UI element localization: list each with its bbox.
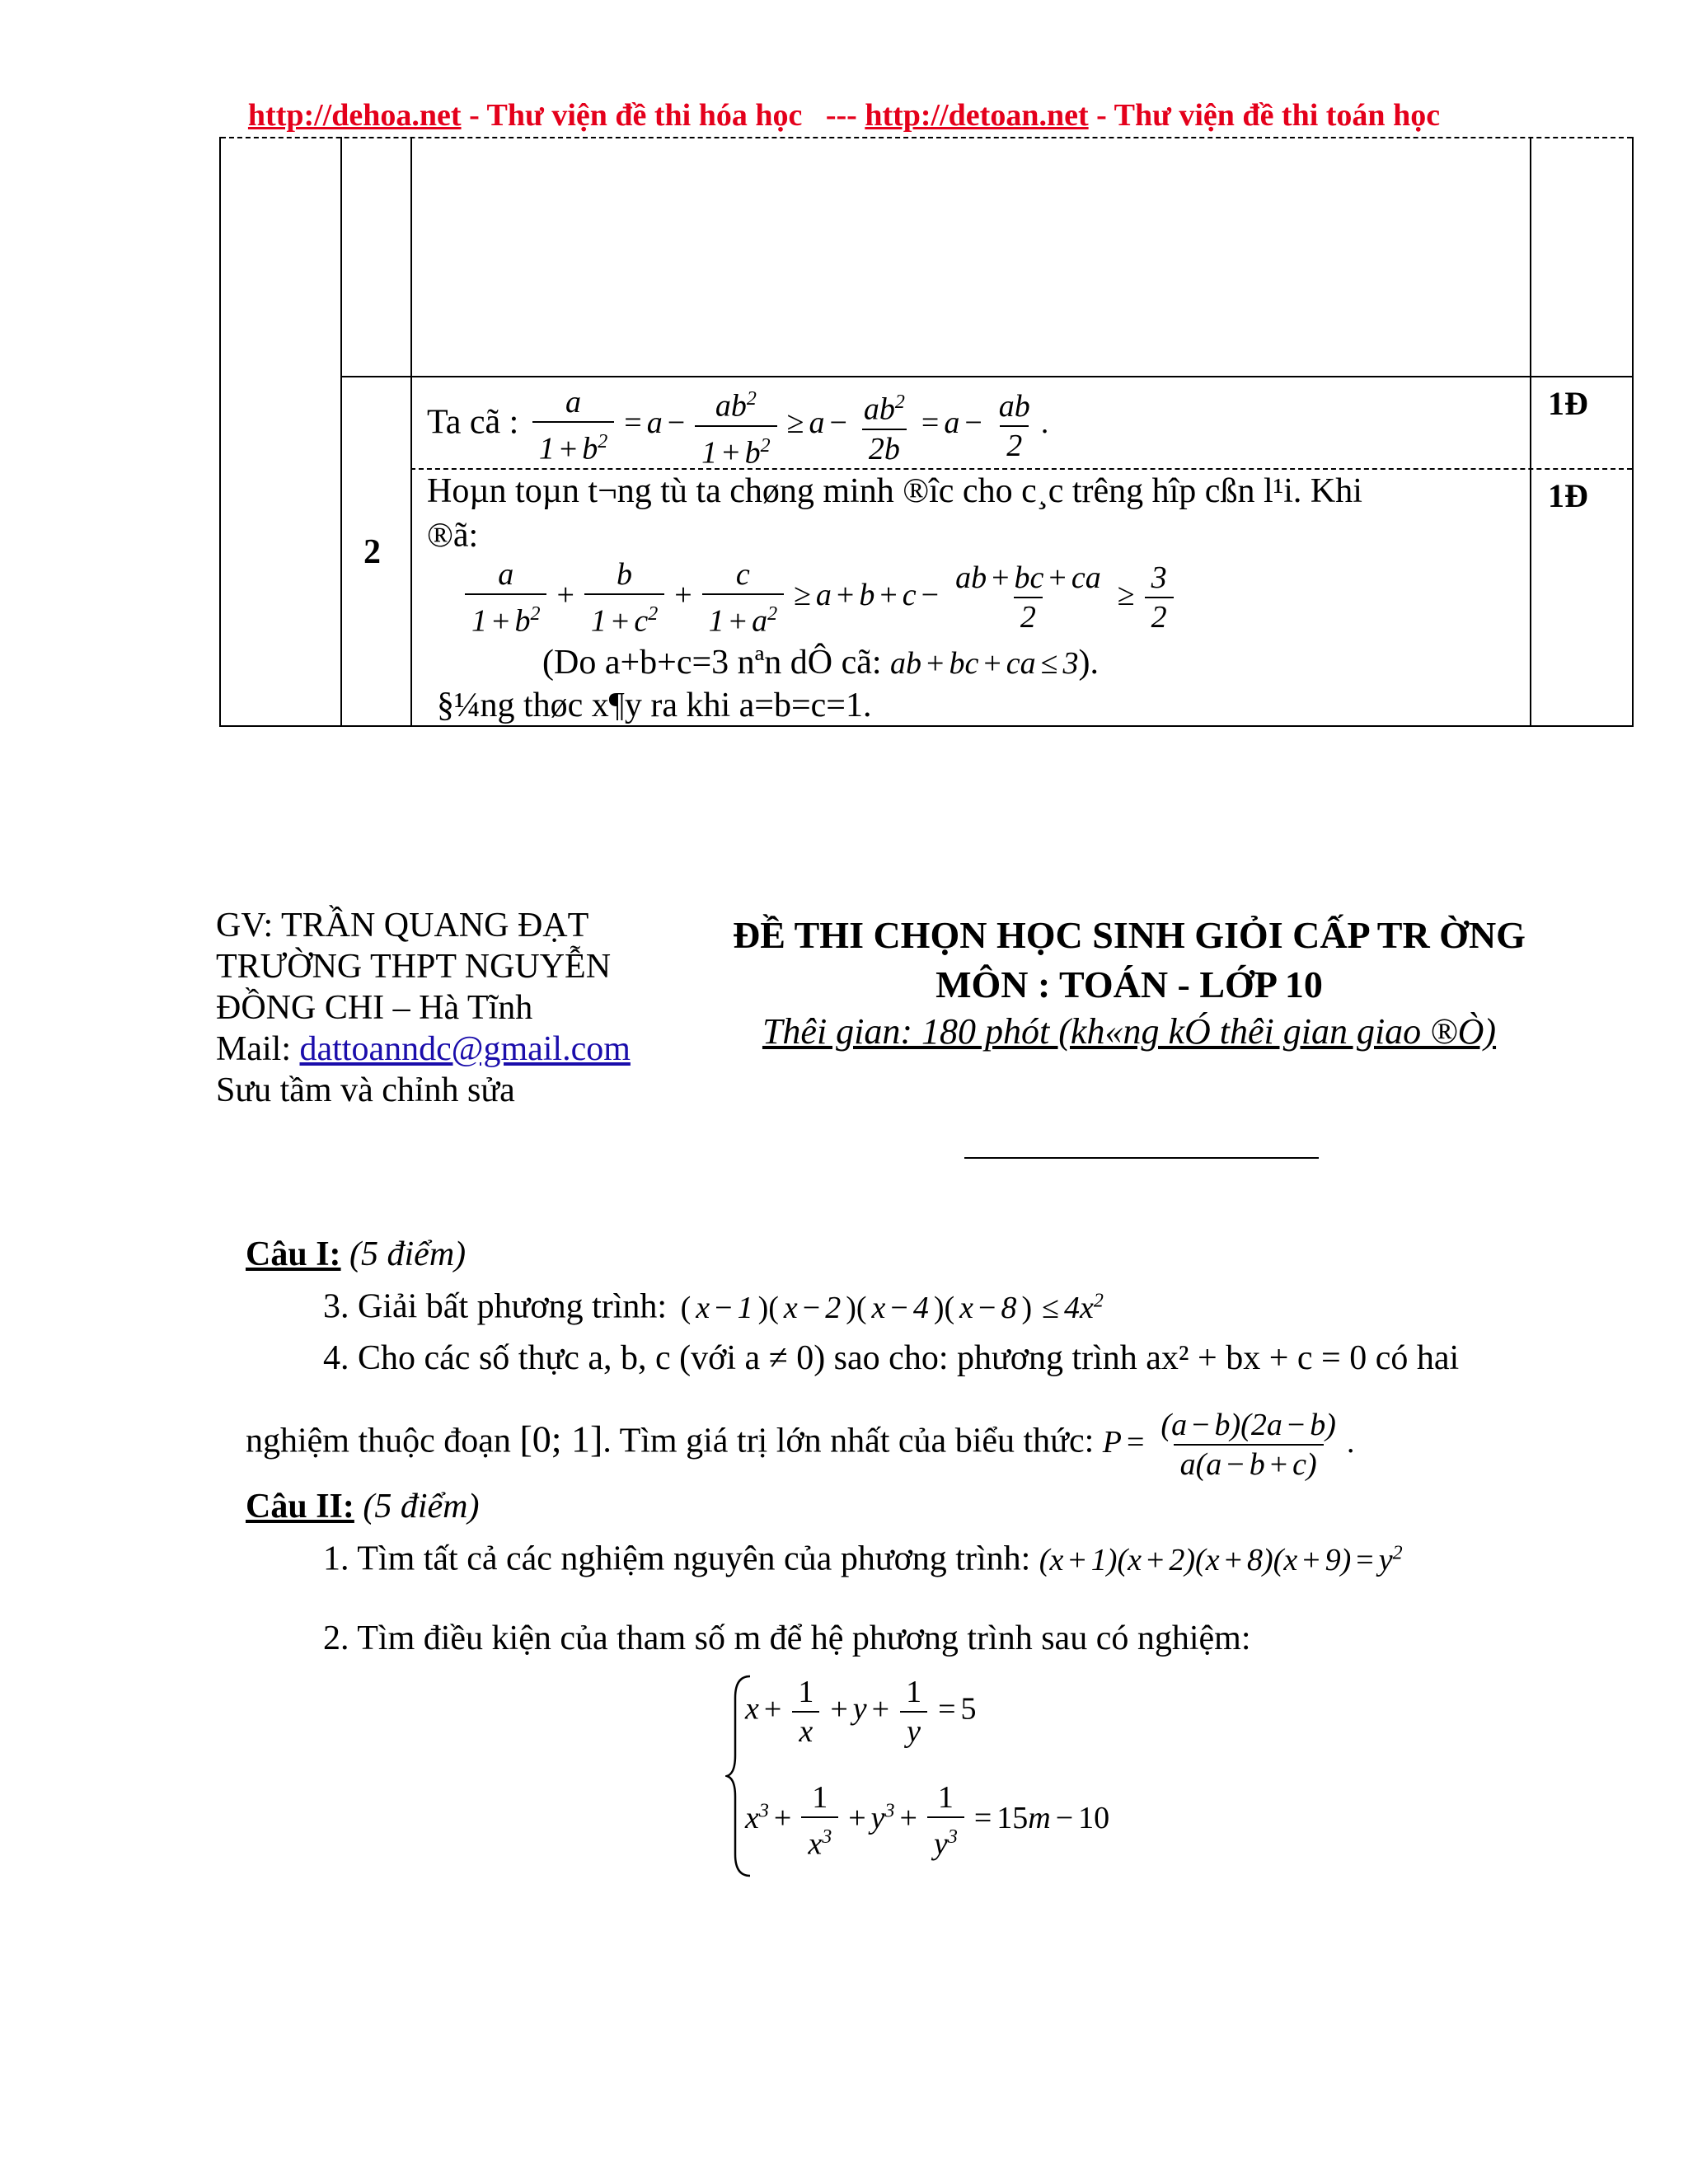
cau1-label: Câu I: (246, 1235, 341, 1273)
table-col-divider (410, 137, 412, 725)
cau1-item4-cont-text: nghiệm thuộc đoạn (246, 1422, 520, 1460)
row2-equality: §¼ng thøc x¶y ra khi a=b=c=1. (437, 687, 872, 724)
cau2-label: Câu II: (246, 1488, 354, 1526)
exam-subject: MÔN : TOÁN - LỚP 10 (935, 963, 1323, 1005)
cau1-item4: 4. Cho các số thực a, b, c (với a ≠ 0) sao cho: phương trình ax² + bx + c = 0 có hai (323, 1339, 1460, 1377)
row2-score: 1Đ (1548, 477, 1588, 514)
cau1-item4-cont2-text: . Tìm giá trị lớn nhất của biểu thức: (603, 1422, 1103, 1460)
cau2-item1 (323, 1531, 1403, 1582)
cau2-heading (246, 1487, 480, 1526)
header-link-dehoa-desc: - Thư viện đề thi hóa học (461, 98, 803, 133)
cau2-item1-text: 1. Tìm tất cả các nghiệm nguyên của phương trình: (323, 1540, 1039, 1578)
system-equation-2: $x^3$ + $\frac{1}{x^3}$ + $y^3$ + $\frac{1}{y^3}$ = 15m − 10 (745, 1780, 1110, 1862)
teacher-school: TRƯỜNG THPT NGUYỄN (216, 948, 612, 986)
cau1-item3 (323, 1279, 1104, 1329)
row1-prefix: Ta cã : (427, 403, 519, 442)
mail-label: Mail: (216, 1030, 300, 1068)
exam-time: Thêi gian: 180 phót (kh«ng kÓ thêi gian giao ®Ò) (762, 1011, 1497, 1052)
cau1-item4-cont: nghiệm thuộc đoạn [0; 1]. Tìm giá trị lớn nhất của biểu thức: P = $\frac{(a - b)(2a - b)}{a(a - b + c)}$ . (246, 1408, 1356, 1482)
teacher-mail-line (216, 1029, 631, 1070)
row2-note-text: (Do a+b+c=3 nªn dÔ cã: (542, 644, 891, 682)
header-separator: --- (802, 98, 865, 133)
teacher-info (216, 905, 631, 1111)
answer-table (219, 137, 1634, 727)
teacher-location: ĐỒNG CHI – Hà Tĩnh (216, 989, 533, 1027)
cau1-p-formula: P = $\frac{(a - b)(2a - b)}{a(a - b + c)}$ . (1102, 1408, 1356, 1482)
row2-inequality: $\frac{a}{1 + b^2}$ + $\frac{b}{1 + c^2}$ + $\frac{c}{1 + a^2}$ ≥ a + b + c − $\frac{ab + bc + ca}{2}$ ≥ $\frac{3}{2}$ (460, 555, 1179, 640)
header-link-detoan[interactable]: http://detoan.net (865, 98, 1089, 133)
row1-formula: Ta cã : $\frac{a}{1 + b^2}$ = a − $\frac{ab^2}{1 + b^2}$ ≥ a − $\frac{ab^2}{2b}$ = a − $\frac{ab}{2}$ . (427, 385, 1050, 471)
header-link-detoan-desc: - Thư viện đề thi toán học (1088, 98, 1441, 133)
page-header (0, 97, 1688, 134)
cau1-item3-text: 3. Giải bất phương trình: (323, 1287, 676, 1326)
header-link-dehoa[interactable]: http://dehoa.net (247, 98, 462, 133)
row1-score: 1Đ (1548, 385, 1588, 422)
title-separator (964, 1157, 1319, 1159)
table-col-divider (1530, 137, 1531, 725)
system-equation-1: x + $\frac{1}{x}$ + y + $\frac{1}{y}$ = 5 (745, 1675, 977, 1749)
table-col-divider (340, 137, 342, 725)
equation-system (725, 1673, 1154, 1879)
cau1-item3-formula: ( x − 1 )( x − 2 )( x − 4 )( x − 8 ) ≤ $4x^2$ (680, 1290, 1104, 1325)
row2-note: (Do a+b+c=3 nªn dÔ cã: ab + bc + ca ≤ 3). (542, 644, 1100, 682)
row2-text-line1: Hoµn toµn t¬ng tù ta chøng minh ®îc cho c¸c trêng hîp cßn l¹i. Khi (427, 472, 1362, 510)
cau2-points: (5 điểm) (354, 1488, 480, 1526)
teacher-note: Sưu tầm và chỉnh sửa (216, 1071, 515, 1109)
teacher-name: GV: TRẦN QUANG ĐẠT (216, 907, 589, 944)
mail-link[interactable]: dattoanndc@gmail.com (299, 1030, 631, 1068)
row-number: 2 (363, 533, 381, 571)
cau1-points: (5 điểm) (340, 1235, 467, 1273)
cau2-item2: 2. Tìm điều kiện của tham số m để hệ phương trình sau có nghiệm: (323, 1619, 1251, 1657)
cau2-item1-formula: $(x + 1)(x + 2)(x + 8)(x + 9) = y^2$ (1039, 1542, 1403, 1577)
row2-note-end: ). (1078, 644, 1100, 682)
row2-text-line2: ®ã: (427, 517, 479, 555)
cau1-heading (246, 1235, 466, 1274)
table-row-divider (340, 376, 1632, 377)
exam-title: ĐỀ THI CHỌN HỌC SINH GIỎI CẤP TR ỜNG (733, 914, 1526, 956)
